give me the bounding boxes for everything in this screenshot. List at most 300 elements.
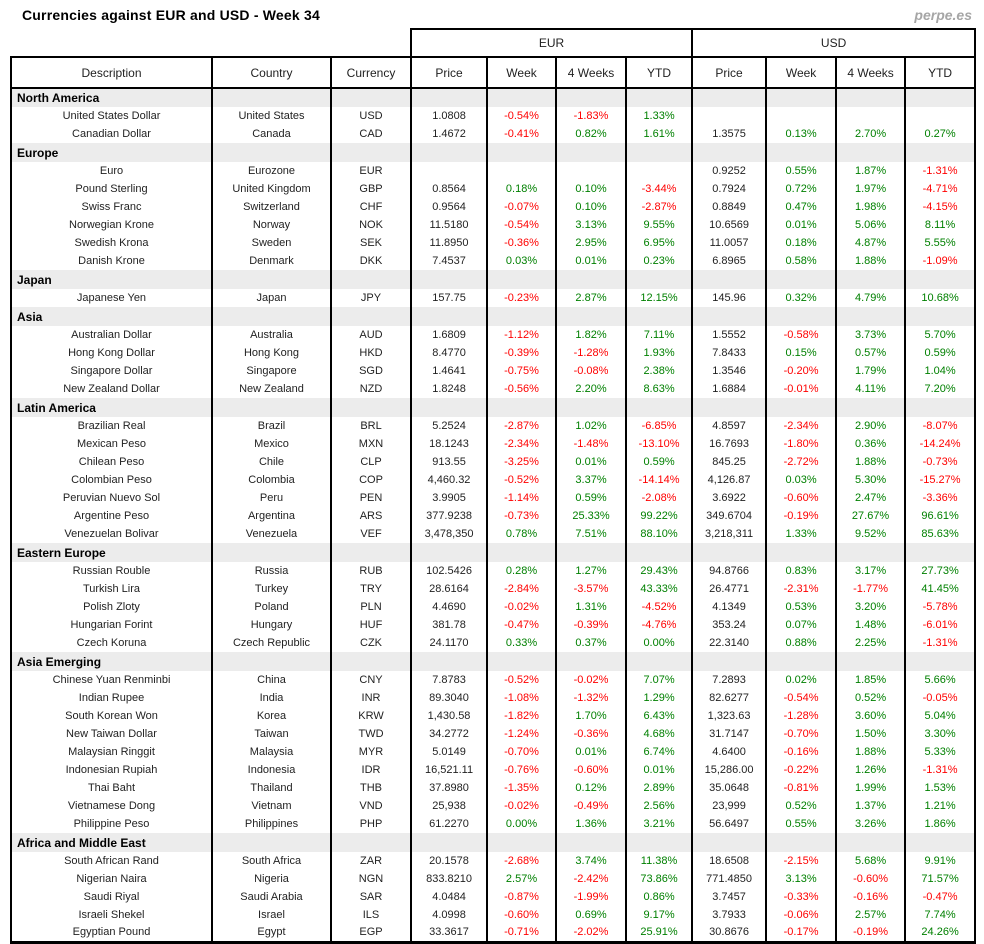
section-cell — [556, 398, 626, 417]
cell-eur-ytd: -2.08% — [626, 489, 692, 507]
column-header-eur-4weeks: 4 Weeks — [556, 57, 626, 88]
cell-eur-ytd: -6.85% — [626, 417, 692, 435]
cell-usd-4weeks: 1.88% — [836, 743, 905, 761]
cell-country: United States — [212, 107, 331, 125]
cell-country: New Zealand — [212, 380, 331, 398]
cell-usd-week: -2.31% — [766, 580, 836, 598]
cell-eur-price: 18.1243 — [411, 435, 487, 453]
data-row — [11, 435, 975, 453]
cell-eur-4weeks: 0.01% — [556, 453, 626, 471]
cell-eur-week: 0.28% — [487, 562, 556, 580]
cell-country: Sweden — [212, 234, 331, 252]
cell-eur-4weeks: -0.60% — [556, 761, 626, 779]
section-label: Eastern Europe — [11, 543, 212, 562]
section-cell — [626, 88, 692, 107]
cell-currency: RUB — [331, 562, 411, 580]
section-cell — [692, 398, 766, 417]
cell-eur-ytd: 2.56% — [626, 797, 692, 815]
section-cell — [487, 652, 556, 671]
section-cell — [905, 143, 975, 162]
section-cell — [331, 307, 411, 326]
section-cell — [556, 270, 626, 289]
data-row — [11, 216, 975, 234]
cell-usd-week: 3.13% — [766, 870, 836, 888]
cell-usd-4weeks: 3.73% — [836, 326, 905, 344]
cell-usd-week: -0.58% — [766, 326, 836, 344]
cell-usd-4weeks: 2.57% — [836, 906, 905, 924]
cell-eur-4weeks: 2.95% — [556, 234, 626, 252]
cell-eur-week: 0.18% — [487, 180, 556, 198]
cell-eur-week: -1.12% — [487, 326, 556, 344]
section-cell — [212, 833, 331, 852]
cell-eur-4weeks: 3.74% — [556, 852, 626, 870]
cell-country: Chile — [212, 453, 331, 471]
section-cell — [692, 88, 766, 107]
cell-eur-ytd: -13.10% — [626, 435, 692, 453]
cell-usd-4weeks: 1.85% — [836, 671, 905, 689]
cell-country: Taiwan — [212, 725, 331, 743]
group-header-usd: USD — [692, 29, 975, 57]
cell-country: Israel — [212, 906, 331, 924]
cell-usd-week: 1.33% — [766, 525, 836, 543]
cell-usd-week: 0.88% — [766, 634, 836, 652]
cell-description: Nigerian Naira — [11, 870, 212, 888]
column-header-eur-ytd: YTD — [626, 57, 692, 88]
section-cell — [836, 543, 905, 562]
cell-usd-ytd: 5.04% — [905, 707, 975, 725]
section-cell — [556, 543, 626, 562]
data-row — [11, 634, 975, 652]
cell-country: Hungary — [212, 616, 331, 634]
cell-currency: TRY — [331, 580, 411, 598]
cell-eur-week: -0.76% — [487, 761, 556, 779]
cell-usd-price: 7.8433 — [692, 344, 766, 362]
cell-usd-price: 3,218,311 — [692, 525, 766, 543]
cell-eur-ytd: 73.86% — [626, 870, 692, 888]
cell-country: Nigeria — [212, 870, 331, 888]
section-cell — [766, 652, 836, 671]
cell-usd-week: -0.54% — [766, 689, 836, 707]
cell-description: Polish Zloty — [11, 598, 212, 616]
cell-usd-price: 1.6884 — [692, 380, 766, 398]
cell-currency: HUF — [331, 616, 411, 634]
cell-eur-ytd: 8.63% — [626, 380, 692, 398]
cell-eur-week: -1.82% — [487, 707, 556, 725]
cell-eur-ytd: 3.21% — [626, 815, 692, 833]
section-cell — [766, 398, 836, 417]
section-cell — [331, 543, 411, 562]
cell-usd-week: 0.72% — [766, 180, 836, 198]
section-cell — [836, 833, 905, 852]
cell-eur-week — [487, 162, 556, 180]
section-cell — [487, 270, 556, 289]
cell-currency: CHF — [331, 198, 411, 216]
cell-country: Denmark — [212, 252, 331, 270]
cell-eur-ytd: 4.68% — [626, 725, 692, 743]
cell-eur-week: -0.52% — [487, 471, 556, 489]
data-row — [11, 870, 975, 888]
cell-usd-week: 0.32% — [766, 289, 836, 307]
section-cell — [766, 833, 836, 852]
cell-country: Vietnam — [212, 797, 331, 815]
cell-usd-4weeks: 4.87% — [836, 234, 905, 252]
cell-usd-4weeks — [836, 107, 905, 125]
cell-usd-price: 1.3575 — [692, 125, 766, 143]
cell-usd-4weeks: 3.26% — [836, 815, 905, 833]
cell-eur-ytd: 6.43% — [626, 707, 692, 725]
section-cell — [766, 270, 836, 289]
cell-eur-week: -2.68% — [487, 852, 556, 870]
data-row — [11, 779, 975, 797]
cell-eur-4weeks: -3.57% — [556, 580, 626, 598]
cell-currency: SGD — [331, 362, 411, 380]
section-cell — [692, 543, 766, 562]
cell-usd-price: 6.8965 — [692, 252, 766, 270]
cell-usd-ytd: 24.26% — [905, 924, 975, 942]
cell-eur-week: 2.57% — [487, 870, 556, 888]
cell-eur-4weeks: 3.13% — [556, 216, 626, 234]
cell-eur-ytd: 9.55% — [626, 216, 692, 234]
section-cell — [766, 143, 836, 162]
cell-eur-price: 833.8210 — [411, 870, 487, 888]
cell-eur-price — [411, 162, 487, 180]
cell-usd-4weeks: 0.36% — [836, 435, 905, 453]
section-cell — [626, 652, 692, 671]
cell-usd-4weeks: -1.77% — [836, 580, 905, 598]
cell-currency: ILS — [331, 906, 411, 924]
cell-country: Thailand — [212, 779, 331, 797]
cell-eur-4weeks: 3.37% — [556, 471, 626, 489]
data-row — [11, 562, 975, 580]
cell-eur-week: -0.47% — [487, 616, 556, 634]
cell-eur-4weeks: 1.36% — [556, 815, 626, 833]
cell-usd-ytd: -0.73% — [905, 453, 975, 471]
cell-description: Euro — [11, 162, 212, 180]
cell-country: Malaysia — [212, 743, 331, 761]
cell-usd-4weeks: 3.17% — [836, 562, 905, 580]
cell-country: Eurozone — [212, 162, 331, 180]
cell-eur-price: 8.4770 — [411, 344, 487, 362]
cell-description: South African Rand — [11, 852, 212, 870]
cell-usd-week: -2.15% — [766, 852, 836, 870]
cell-usd-week: -0.20% — [766, 362, 836, 380]
cell-eur-price: 89.3040 — [411, 689, 487, 707]
cell-usd-4weeks: 1.37% — [836, 797, 905, 815]
cell-usd-ytd: 71.57% — [905, 870, 975, 888]
cell-usd-week: 0.52% — [766, 797, 836, 815]
cell-usd-4weeks: 1.98% — [836, 198, 905, 216]
cell-eur-4weeks: -1.99% — [556, 888, 626, 906]
cell-usd-week: -0.17% — [766, 924, 836, 942]
cell-description: Malaysian Ringgit — [11, 743, 212, 761]
cell-usd-4weeks: 0.52% — [836, 689, 905, 707]
section-cell — [692, 143, 766, 162]
cell-usd-price: 3.7457 — [692, 888, 766, 906]
section-row — [11, 398, 975, 417]
cell-usd-week: 0.47% — [766, 198, 836, 216]
section-cell — [331, 398, 411, 417]
cell-eur-price: 102.5426 — [411, 562, 487, 580]
cell-eur-price: 37.8980 — [411, 779, 487, 797]
cell-country: Argentina — [212, 507, 331, 525]
cell-currency: HKD — [331, 344, 411, 362]
cell-usd-ytd: 8.11% — [905, 216, 975, 234]
cell-eur-4weeks: -1.28% — [556, 344, 626, 362]
data-row — [11, 815, 975, 833]
cell-currency: IDR — [331, 761, 411, 779]
cell-eur-ytd: -4.52% — [626, 598, 692, 616]
group-header-eur: EUR — [411, 29, 692, 57]
cell-usd-price: 0.7924 — [692, 180, 766, 198]
section-cell — [692, 270, 766, 289]
data-row — [11, 380, 975, 398]
column-header-eur-price: Price — [411, 57, 487, 88]
data-row — [11, 326, 975, 344]
cell-usd-price: 4.8597 — [692, 417, 766, 435]
cell-usd-ytd: 5.33% — [905, 743, 975, 761]
cell-country: Singapore — [212, 362, 331, 380]
section-cell — [836, 143, 905, 162]
cell-eur-ytd: 25.91% — [626, 924, 692, 942]
section-row — [11, 543, 975, 562]
section-cell — [212, 398, 331, 417]
section-cell — [331, 88, 411, 107]
cell-eur-ytd: 0.23% — [626, 252, 692, 270]
cell-country: Australia — [212, 326, 331, 344]
data-row — [11, 344, 975, 362]
cell-country: Poland — [212, 598, 331, 616]
section-label: Asia — [11, 307, 212, 326]
section-cell — [836, 652, 905, 671]
section-cell — [692, 833, 766, 852]
cell-usd-ytd: -6.01% — [905, 616, 975, 634]
column-header-usd-ytd: YTD — [905, 57, 975, 88]
cell-description: Singapore Dollar — [11, 362, 212, 380]
cell-eur-week: -2.87% — [487, 417, 556, 435]
cell-usd-week: 0.55% — [766, 162, 836, 180]
cell-currency: TWD — [331, 725, 411, 743]
cell-usd-price: 3.7933 — [692, 906, 766, 924]
cell-eur-price: 0.9564 — [411, 198, 487, 216]
cell-currency: PEN — [331, 489, 411, 507]
cell-currency: GBP — [331, 180, 411, 198]
cell-eur-price: 0.8564 — [411, 180, 487, 198]
cell-eur-price: 7.8783 — [411, 671, 487, 689]
cell-eur-price: 61.2270 — [411, 815, 487, 833]
cell-eur-price: 1.8248 — [411, 380, 487, 398]
column-header-eur-week: Week — [487, 57, 556, 88]
cell-usd-4weeks: -0.16% — [836, 888, 905, 906]
section-cell — [836, 88, 905, 107]
section-row — [11, 307, 975, 326]
cell-description: Hungarian Forint — [11, 616, 212, 634]
cell-description: Japanese Yen — [11, 289, 212, 307]
cell-eur-4weeks: 0.10% — [556, 198, 626, 216]
cell-description: Hong Kong Dollar — [11, 344, 212, 362]
cell-eur-ytd: 1.61% — [626, 125, 692, 143]
cell-currency: MYR — [331, 743, 411, 761]
cell-country: Indonesia — [212, 761, 331, 779]
cell-description: Norwegian Krone — [11, 216, 212, 234]
cell-usd-week: -0.19% — [766, 507, 836, 525]
column-header-usd-price: Price — [692, 57, 766, 88]
section-cell — [556, 143, 626, 162]
section-cell — [905, 543, 975, 562]
section-cell — [836, 398, 905, 417]
cell-usd-4weeks: 1.87% — [836, 162, 905, 180]
section-cell — [905, 833, 975, 852]
cell-usd-price: 1.3546 — [692, 362, 766, 380]
cell-usd-ytd: -14.24% — [905, 435, 975, 453]
cell-eur-price: 11.5180 — [411, 216, 487, 234]
cell-usd-ytd: 7.74% — [905, 906, 975, 924]
cell-currency: SAR — [331, 888, 411, 906]
data-row — [11, 598, 975, 616]
cell-usd-4weeks: 1.88% — [836, 453, 905, 471]
cell-usd-ytd — [905, 107, 975, 125]
data-row — [11, 507, 975, 525]
cell-eur-week: -0.02% — [487, 797, 556, 815]
cell-eur-4weeks: 0.69% — [556, 906, 626, 924]
cell-usd-4weeks: 1.79% — [836, 362, 905, 380]
cell-currency: VEF — [331, 525, 411, 543]
data-row — [11, 107, 975, 125]
section-cell — [411, 833, 487, 852]
cell-usd-price: 94.8766 — [692, 562, 766, 580]
cell-eur-price: 1.0808 — [411, 107, 487, 125]
section-cell — [836, 307, 905, 326]
cell-usd-price: 11.0057 — [692, 234, 766, 252]
section-cell — [411, 307, 487, 326]
cell-usd-ytd: 10.68% — [905, 289, 975, 307]
section-cell — [905, 270, 975, 289]
cell-eur-week: -0.36% — [487, 234, 556, 252]
cell-country: Colombia — [212, 471, 331, 489]
cell-usd-ytd: 85.63% — [905, 525, 975, 543]
data-row — [11, 453, 975, 471]
cell-usd-price: 3.6922 — [692, 489, 766, 507]
section-cell — [331, 143, 411, 162]
data-row — [11, 743, 975, 761]
cell-country: Czech Republic — [212, 634, 331, 652]
section-cell — [331, 833, 411, 852]
section-cell — [836, 270, 905, 289]
section-cell — [212, 543, 331, 562]
data-row — [11, 234, 975, 252]
section-cell — [487, 307, 556, 326]
cell-usd-ytd: -0.05% — [905, 689, 975, 707]
cell-description: Argentine Peso — [11, 507, 212, 525]
cell-eur-4weeks: -2.42% — [556, 870, 626, 888]
cell-usd-week: -2.34% — [766, 417, 836, 435]
cell-usd-ytd: 9.91% — [905, 852, 975, 870]
cell-usd-price: 10.6569 — [692, 216, 766, 234]
cell-currency: PLN — [331, 598, 411, 616]
cell-eur-4weeks — [556, 162, 626, 180]
cell-eur-week: -0.02% — [487, 598, 556, 616]
cell-country: Brazil — [212, 417, 331, 435]
cell-usd-4weeks: 3.60% — [836, 707, 905, 725]
cell-country: Turkey — [212, 580, 331, 598]
cell-currency: SEK — [331, 234, 411, 252]
column-header-description: Description — [11, 57, 212, 88]
cell-eur-week: -0.73% — [487, 507, 556, 525]
cell-usd-4weeks: -0.60% — [836, 870, 905, 888]
data-row — [11, 616, 975, 634]
cell-eur-4weeks: 1.31% — [556, 598, 626, 616]
cell-currency: EUR — [331, 162, 411, 180]
cell-eur-ytd: 7.07% — [626, 671, 692, 689]
cell-usd-4weeks: 2.25% — [836, 634, 905, 652]
cell-eur-ytd: 2.89% — [626, 779, 692, 797]
data-row — [11, 852, 975, 870]
section-cell — [556, 833, 626, 852]
cell-eur-week: -0.70% — [487, 743, 556, 761]
cell-eur-price: 4.0484 — [411, 888, 487, 906]
cell-eur-4weeks: 0.01% — [556, 743, 626, 761]
cell-usd-ytd: -4.71% — [905, 180, 975, 198]
cell-currency: VND — [331, 797, 411, 815]
cell-eur-week: -2.34% — [487, 435, 556, 453]
cell-currency: DKK — [331, 252, 411, 270]
column-header-country: Country — [212, 57, 331, 88]
section-cell — [766, 307, 836, 326]
column-header-usd-4weeks: 4 Weeks — [836, 57, 905, 88]
cell-country: India — [212, 689, 331, 707]
cell-usd-ytd: 7.20% — [905, 380, 975, 398]
cell-eur-ytd: 2.38% — [626, 362, 692, 380]
cell-usd-ytd: 1.86% — [905, 815, 975, 833]
section-cell — [905, 88, 975, 107]
section-cell — [692, 652, 766, 671]
cell-eur-4weeks: 0.59% — [556, 489, 626, 507]
table-header — [11, 29, 975, 88]
cell-usd-4weeks: 1.99% — [836, 779, 905, 797]
cell-country: Korea — [212, 707, 331, 725]
cell-eur-4weeks: 1.82% — [556, 326, 626, 344]
cell-usd-ytd: 96.61% — [905, 507, 975, 525]
cell-country: Norway — [212, 216, 331, 234]
cell-currency: INR — [331, 689, 411, 707]
cell-currency: ARS — [331, 507, 411, 525]
cell-usd-price: 23,999 — [692, 797, 766, 815]
cell-eur-week: 0.03% — [487, 252, 556, 270]
section-cell — [487, 398, 556, 417]
cell-eur-price: 4.0998 — [411, 906, 487, 924]
cell-usd-price: 15,286.00 — [692, 761, 766, 779]
data-row — [11, 162, 975, 180]
data-row — [11, 707, 975, 725]
cell-usd-week: -0.01% — [766, 380, 836, 398]
cell-description: New Zealand Dollar — [11, 380, 212, 398]
cell-usd-ytd: 0.27% — [905, 125, 975, 143]
cell-eur-4weeks: 2.20% — [556, 380, 626, 398]
data-row — [11, 671, 975, 689]
cell-eur-price: 7.4537 — [411, 252, 487, 270]
cell-usd-week: -2.72% — [766, 453, 836, 471]
cell-eur-price: 34.2772 — [411, 725, 487, 743]
cell-eur-ytd: 0.01% — [626, 761, 692, 779]
cell-usd-price: 4.1349 — [692, 598, 766, 616]
cell-eur-ytd: 43.33% — [626, 580, 692, 598]
cell-usd-price: 22.3140 — [692, 634, 766, 652]
section-cell — [212, 88, 331, 107]
section-cell — [626, 143, 692, 162]
cell-usd-ytd: 1.53% — [905, 779, 975, 797]
cell-eur-4weeks: -1.32% — [556, 689, 626, 707]
cell-description: Egyptian Pound — [11, 924, 212, 942]
section-cell — [331, 270, 411, 289]
